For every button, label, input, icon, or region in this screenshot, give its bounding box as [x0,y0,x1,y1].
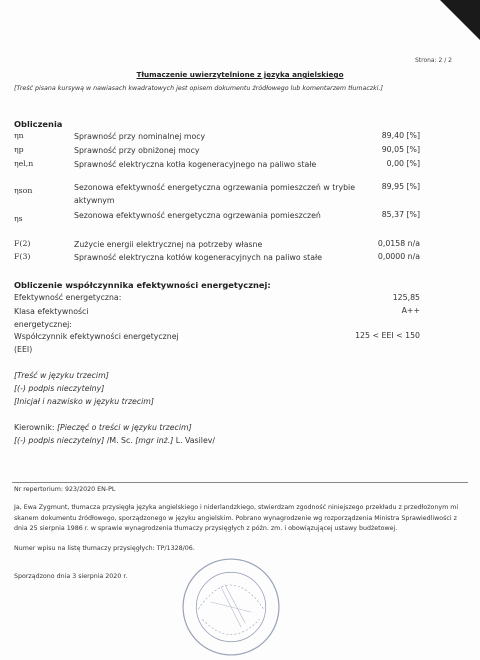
row-value: 85,37 [%] [381,210,420,219]
certification-text: Ja, Ewa Zygmunt, tłumacza przysięgła języka angielskiego i niderlandzkiego, stwierdzam zgodność niniejszego przekładu z przedłożonym mi skanem dokumentu źródłowego, sporządzonego w języku angielskim. Pobrano wynagrodzenie wg rozporządzenia Ministra Sprawiedliwości z dnia 25 sierpnia 1986 r. w sprawie wynagrodzenia tłumaczy przysięgłych z późn. zm. i obowiązującej ustawy budżetowej. [14,504,459,533]
eei-value: A++ [401,306,420,315]
row-label: Sezonowa efektywność energetyczna ogrzewania pomieszczeń [74,211,321,220]
manager-line [14,423,192,432]
page-corner [440,0,480,40]
row-value: 89,95 [%] [381,182,420,191]
symbol-eta-son: ηson [14,186,33,195]
third-language-signature: [(-) podpis nieczytelny] [14,384,105,393]
manager-signature: [(-) podpis nieczytelny] [14,436,105,445]
eei-label: Współczynnik efektywności energetycznej (EEI) [14,332,179,354]
symbol-f2: F(2) [14,239,31,248]
repertory-number: Nr repertorium: 923/2020 EN-PL [14,486,116,493]
calculations-heading: Obliczenia [14,119,63,129]
translator-note: [Treść pisana kursywą w nawiasach kwadratowych jest opisem dokumentu źródłowego lub komentarzem tłumaczki.] [14,85,383,92]
row-label: Sprawność elektryczna kotła kogeneracyjnego na paliwo stałe [74,160,317,169]
manager-name: L. Vasilev/ [175,436,215,445]
row-value: 90,05 [%] [381,145,420,154]
row-label: Sprawność elektryczna kotłów kogeneracyjnych na paliwo stałe [74,253,323,262]
row-value: 0,0158 n/a [377,239,420,248]
row-value: 0,0000 n/a [377,252,420,261]
eei-value: 125 < EEI < 150 [355,331,420,340]
symbol-eta-n: ηn [14,131,24,140]
row-label: Sprawność przy nominalnej mocy [74,132,206,141]
symbol-eta-s: ηs [14,214,23,223]
page-number: Strona: 2 / 2 [414,57,452,64]
symbol-f3: F(3) [14,252,31,261]
document-title: Tłumaczenie uwierzytelnione z języka angielskiego [136,70,344,79]
row-label: Sezonowa efektywność energetyczna ogrzewania pomieszczeń w trybie aktywnym [74,183,355,205]
symbol-eta-el-n: ηel,n [14,159,34,168]
registry-number: Numer wpisu na listę tłumaczy przysięgłych: TP/1328/06. [14,545,195,552]
separator-line [12,482,468,483]
row-label: Zużycie energii elektrycznej na potrzeby własne [74,240,263,249]
eei-label: Efektywność energetyczna: [14,293,122,302]
date-line: Sporządzono dnia 3 sierpnia 2020 r. [14,573,128,580]
third-language-content: [Treść w języku trzecim] [14,371,109,380]
symbol-eta-p: ηp [14,145,24,154]
manager-name-prefix: /M. Sc. [106,436,133,445]
manager-signature-line [14,436,215,445]
manager-title: [mgr inż.] [135,436,174,445]
eei-value: 125,85 [392,293,420,302]
third-language-initials: [Inicjał i nazwisko w języku trzecim] [14,397,154,406]
manager-stamp-note: [Pieczęć o treści w języku trzecim] [57,423,192,432]
eei-heading: Obliczenie współczynnika efektywności energetycznej: [14,280,271,290]
row-value: 0,00 [%] [386,159,420,168]
eei-label: Klasa efektywności energetycznej: [14,307,89,329]
row-label: Sprawność przy obniżonej mocy [74,146,200,155]
manager-label: Kierownik: [14,423,55,432]
translator-stamp [180,556,282,658]
row-value: 89,40 [%] [381,131,420,140]
